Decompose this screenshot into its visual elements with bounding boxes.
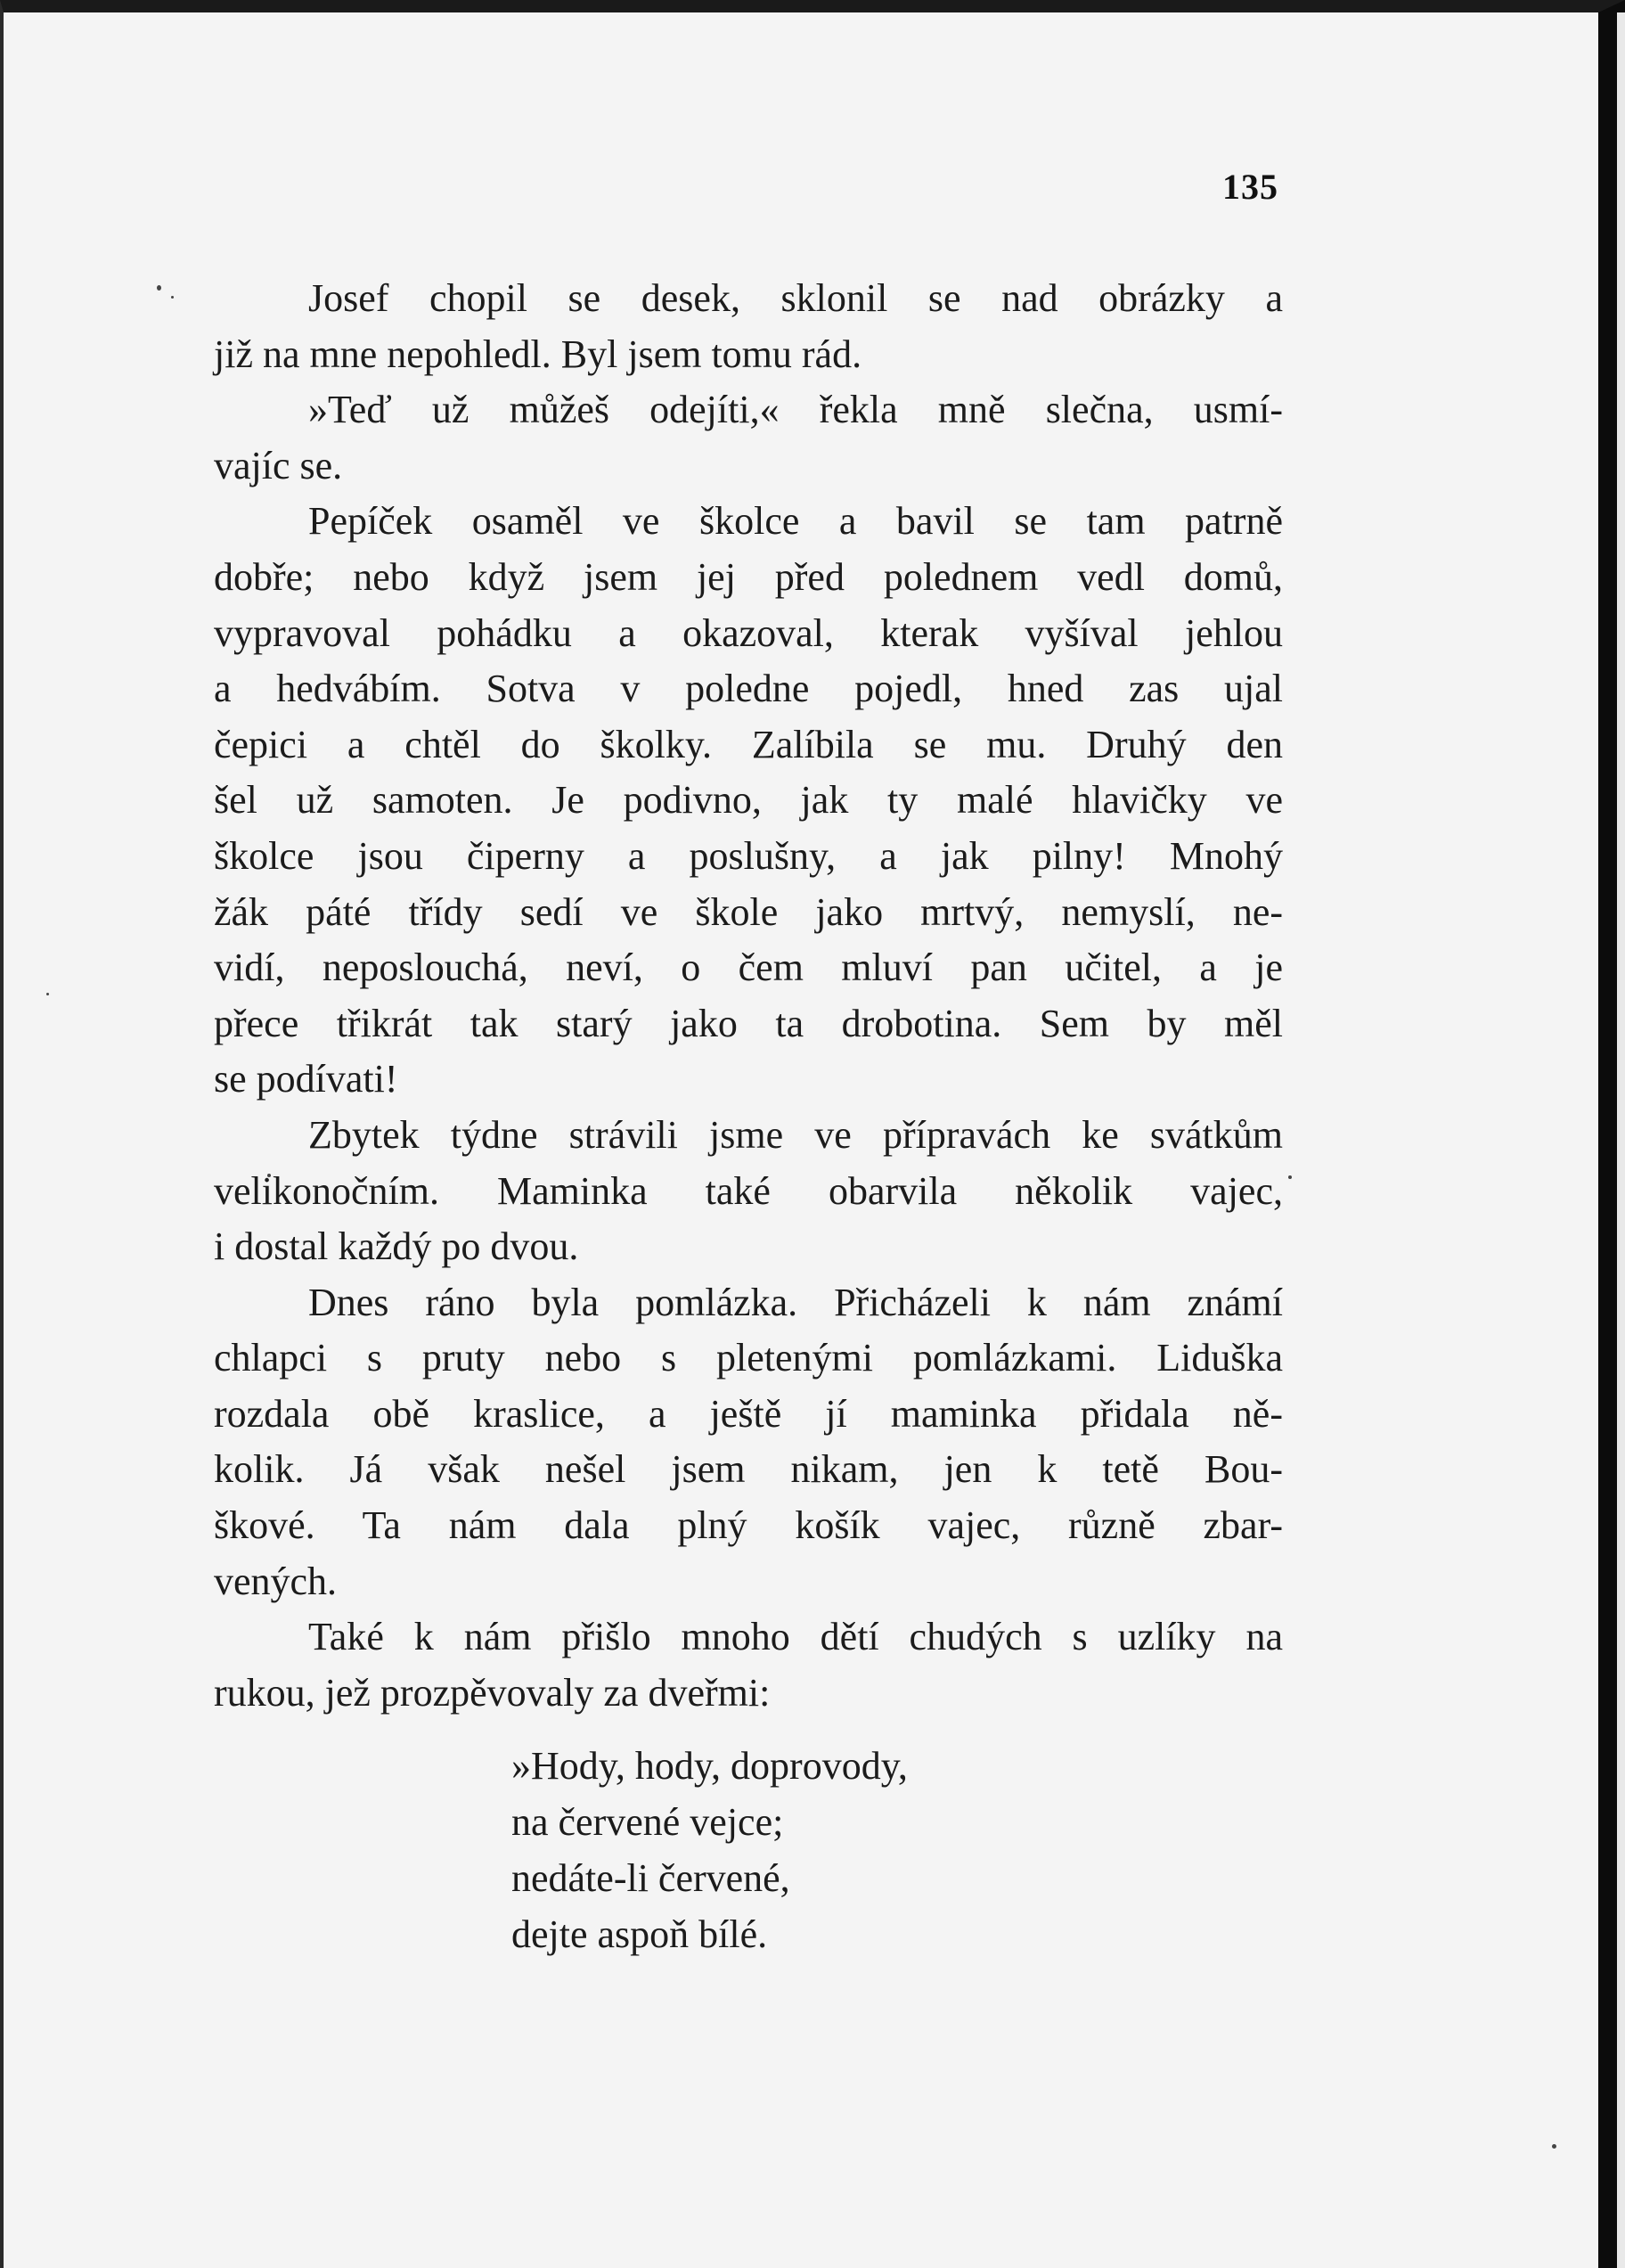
page-number: 135 [1222,167,1278,207]
print-speck [171,296,174,299]
text-line: škové. Ta nám dala plný košík vajec, různě zbar- [214,1503,1283,1548]
text-line: i dostal každý po dvou. [214,1224,579,1269]
text-line: rukou, jež prozpěvovaly za dveřmi: [214,1670,771,1715]
text-line: čepici a chtěl do školky. Zalíbila se mu. Druhý den [214,722,1283,766]
text-line: vypravoval pohádku a okazoval, kterak vyšíval jehlou [214,610,1283,655]
text-line: vených. [214,1559,338,1603]
text-line: školce jsou čiperny a poslušny, a jak pilny! Mnohý [214,833,1283,878]
text-line: chlapci s pruty nebo s pletenými pomlázkami. Liduška [214,1336,1283,1380]
print-speck [1552,2144,1556,2149]
poem-verse [511,1738,908,1962]
text-line: »Teď už můžeš odejíti,« řekla mně slečna, usmí- [308,388,1283,432]
poem-line: na červené vejce; [511,1800,784,1844]
print-speck [157,285,161,291]
poem-line: dejte aspoň bílé. [511,1912,768,1956]
text-line: šel už samoten. Je podivno, jak ty malé hlavičky ve [214,778,1283,823]
text-line: Také k nám přišlo mnoho dětí chudých s uzlíky na [308,1615,1283,1659]
body-text [214,271,1283,1721]
text-line: Josef chopil se desek, sklonil se nad obrázky a [308,276,1283,320]
print-speck [1288,1175,1292,1179]
print-speck [46,993,49,995]
text-line: velikonočním. Maminka také obarvila několik vajec, [214,1168,1283,1213]
text-line: vidí, neposlouchá, neví, o čem mluví pan učitel, a je [214,946,1283,990]
text-line: vajíc se. [214,443,343,487]
text-line: se podívati! [214,1057,398,1101]
text-line: Pepíček osaměl ve školce a bavil se tam patrně [308,499,1283,544]
text-line: rozdala obě kraslice, a ještě jí maminka přidala ně- [214,1391,1283,1436]
text-line: kolik. Já však nešel jsem nikam, jen k tetě Bou- [214,1447,1283,1492]
text-line: již na mne nepohledl. Byl jsem tomu rád. [214,332,862,376]
text-line: dobře; nebo když jsem jej před polednem vedl domů, [214,554,1283,599]
text-line: žák páté třídy sedí ve škole jako mrtvý, nemyslí, ne- [214,889,1283,934]
poem-line: nedáte-li červené, [511,1856,790,1900]
text-line: přece třikrát tak starý jako ta drobotina. Sem by měl [214,1001,1283,1045]
poem-line: »Hody, hody, doprovody, [511,1744,908,1788]
text-line: Zbytek týdne strávili jsme ve přípravách ke svátkům [308,1112,1283,1157]
text-line: Dnes ráno byla pomlázka. Přicházeli k nám známí [308,1280,1283,1324]
text-line: a hedvábím. Sotva v poledne pojedl, hned zas ujal [214,667,1283,711]
